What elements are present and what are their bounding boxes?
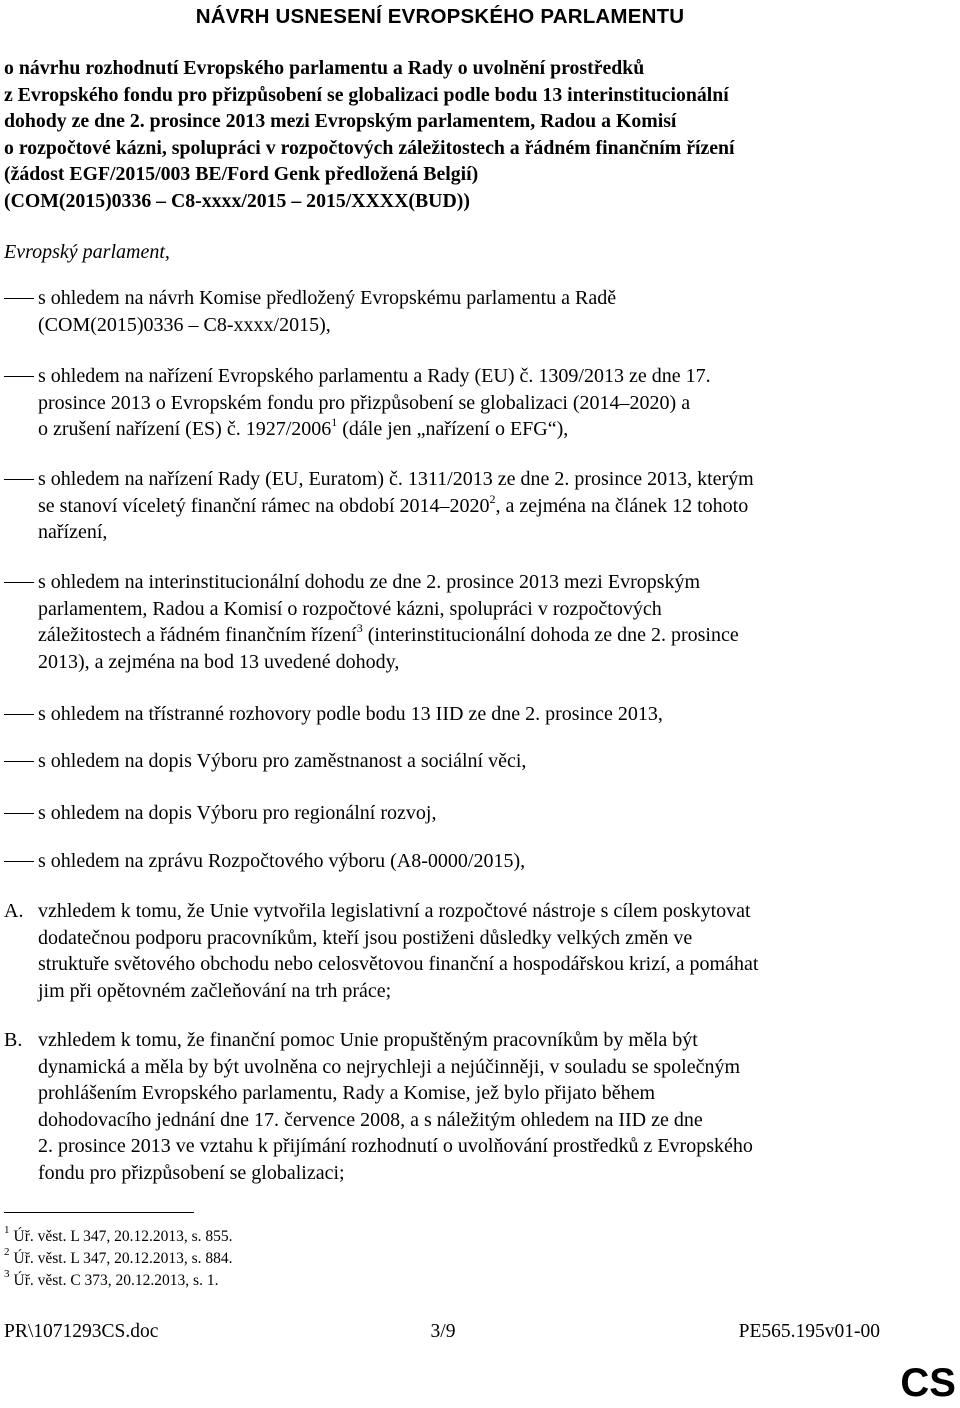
recital-label: A. (4, 900, 24, 922)
page-footer (4, 1319, 880, 1345)
citation-text: (dále jen „nařízení o EFG“), (337, 418, 569, 440)
citation-text: o zrušení nařízení (ES) č. 1927/2006 (38, 418, 332, 440)
citation-text: záležitostech a řádném finančním řízení (38, 624, 357, 646)
recital-line: jim při opětovném začleňování na trh práce; (38, 979, 392, 1002)
citation-text: (interinstitucionální dohoda ze dne 2. prosince (362, 624, 739, 646)
subject-line: dohody ze dne 2. prosince 2013 mezi Evropským parlamentem, Radou a Komisí (4, 110, 677, 132)
recital-line: vzhledem k tomu, že finanční pomoc Unie propuštěným pracovníkům by měla být (38, 1029, 698, 1051)
footnote-ref-2: 2 (489, 491, 496, 506)
citation-text: se stanoví víceletý finanční rámec na období 2014–2020 (38, 494, 490, 517)
citation-line: nařízení, (38, 521, 108, 543)
citation-line: s ohledem na třístranné rozhovory podle bodu 13 IID ze dne 2. prosince 2013, (38, 703, 663, 725)
recital-line: fondu pro přizpůsobení se globalizaci; (38, 1161, 345, 1184)
citation-line: s ohledem na dopis Výboru pro zaměstnanost a sociální věci, (38, 750, 527, 772)
citation-line (38, 416, 880, 443)
language-code: CS (900, 1361, 956, 1405)
document-title: NÁVRH USNESENÍ EVROPSKÉHO PARLAMENTU (195, 5, 685, 28)
footnote-text: Úř. věst. L 347, 20.12.2013, s. 855. (13, 1228, 233, 1245)
subject-line: o návrhu rozhodnutí Evropského parlamentu a Rady o uvolnění prostředků (4, 57, 645, 79)
intro-text: Evropský parlament, (4, 241, 170, 263)
recital-label: B. (4, 1029, 23, 1051)
recital-line: dynamická a měla by být uvolněna co nejrychleji a nejúčinněji, v souladu se společným (38, 1055, 741, 1078)
citation-line: 2013), a zejména na bod 13 uvedené dohody, (38, 650, 400, 673)
subject-line: (COM(2015)0336 – C8-xxxx/2015 – 2015/XXXX(BUD)) (4, 189, 470, 212)
citation-line (38, 493, 880, 520)
resolution-subject (4, 55, 880, 214)
citation-text: , a zejména na článek 12 tohoto (495, 494, 749, 517)
subject-line: z Evropského fondu pro přizpůsobení se globalizaci podle bodu 13 interinstitucionální (4, 83, 729, 106)
footnote-3 (4, 1267, 233, 1292)
citation-line: s ohledem na zprávu Rozpočtového výboru (A8-0000/2015), (38, 850, 526, 872)
footnotes (4, 1223, 233, 1292)
recital-line: 2. prosince 2013 ve vztahu k přijímání rozhodnutí o uvolňování prostředků z Evropského (38, 1135, 753, 1157)
citation-line (38, 622, 880, 649)
citation-line: s ohledem na nařízení Rady (EU, Euratom) č. 1311/2013 ze dne 2. prosince 2013, kterým (38, 468, 754, 490)
footnote-1 (4, 1223, 233, 1248)
citation-line: s ohledem na dopis Výboru pro regionální rozvoj, (38, 802, 437, 824)
footnote-number: 3 (4, 1267, 10, 1280)
recital-line: dohodovacího jednání dne 17. července 2008, a s náležitým ohledem na IID ze dne (38, 1108, 703, 1131)
footer-page-number: 3/9 (430, 1321, 456, 1342)
citation-line: s ohledem na interinstitucionální dohodu ze dne 2. prosince 2013 mezi Evropským (38, 571, 701, 593)
citation-line: prosince 2013 o Evropském fondu pro přizpůsobení se globalizaci (2014–2020) a (38, 391, 691, 414)
footer-document-ref: PR\1071293CS.doc (4, 1321, 159, 1342)
recital-line: dodatečnou podporu pracovníkům, kteří jsou postiženi důsledky velkých změn ve (38, 926, 693, 949)
recital-line: struktuře světového obchodu nebo celosvětovou finanční a hospodářskou krizí, a pomáhat (38, 953, 759, 975)
footnote-text: Úř. věst. C 373, 20.12.2013, s. 1. (13, 1272, 219, 1289)
footnote-2 (4, 1245, 233, 1270)
citation-line: (COM(2015)0336 – C8‑xxxx/2015), (38, 313, 331, 336)
recital-line: vzhledem k tomu, že Unie vytvořila legislativní a rozpočtové nástroje s cílem poskytovat (38, 900, 751, 922)
citation-line: parlamentem, Radou a Komisí o rozpočtové kázni, spolupráci v rozpočtových (38, 597, 662, 620)
citation-line: s ohledem na návrh Komise předložený Evropskému parlamentu a Radě (38, 287, 617, 309)
footnote-ref-1: 1 (331, 415, 338, 430)
subject-line: o rozpočtové kázni, spolupráci v rozpočtových záležitostech a řádném finančním řízení (4, 136, 735, 159)
footnote-number: 1 (4, 1223, 10, 1236)
footnote-ref-3: 3 (356, 621, 363, 636)
recital-line: prohlášením Evropského parlamentu, Rady a Komise, jež bylo přijato během (38, 1082, 656, 1104)
footnote-separator (4, 1212, 194, 1213)
footnote-number: 2 (4, 1245, 10, 1258)
footer-pe-number: PE565.195v01-00 (738, 1321, 880, 1342)
subject-line: (žádost EGF/2015/003 BE/Ford Genk předložená Belgií) (4, 163, 479, 185)
footnote-text: Úř. věst. L 347, 20.12.2013, s. 884. (13, 1250, 233, 1267)
citation-line: s ohledem na nařízení Evropského parlamentu a Rady (EU) č. 1309/2013 ze dne 17. (38, 365, 711, 387)
